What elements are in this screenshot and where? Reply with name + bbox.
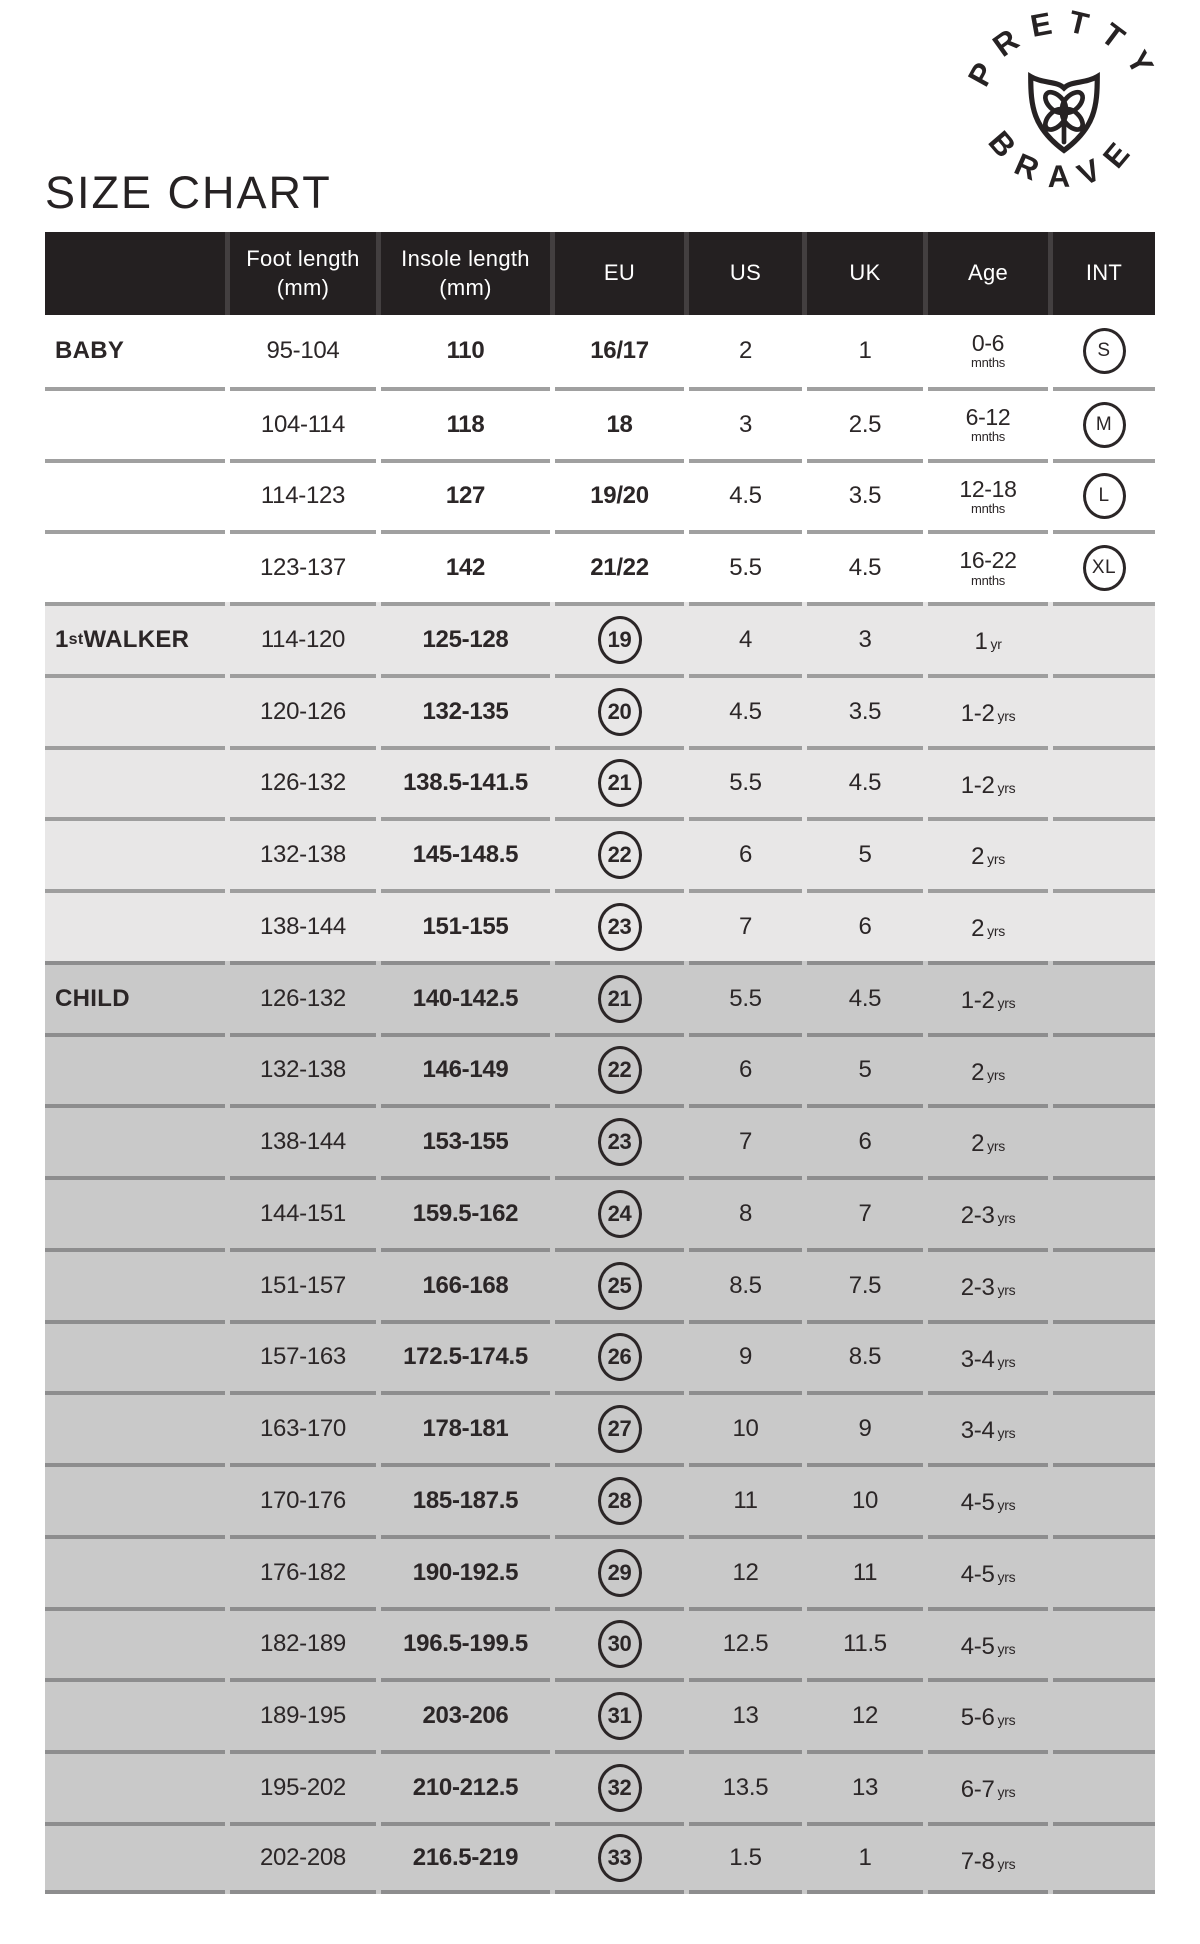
- category-cell: [45, 1176, 225, 1248]
- header-label: EU: [603, 260, 636, 286]
- category-cell: [45, 1391, 225, 1463]
- pretty-brave-logo: [960, 10, 1168, 218]
- table-row: [45, 1607, 1155, 1679]
- age-value: 1-2: [960, 699, 995, 727]
- foot-length-cell: 95-104: [266, 336, 340, 364]
- age-unit: yrs: [997, 1210, 1016, 1226]
- eu-size-value: 31: [598, 1692, 642, 1740]
- uk-size-cell: 7: [807, 1176, 923, 1248]
- eu-size-cell: [555, 1248, 684, 1320]
- age-cell: [928, 1320, 1048, 1392]
- category-cell: [45, 674, 225, 746]
- us-size-cell: 3: [689, 387, 802, 459]
- us-size-cell: 12.5: [689, 1607, 802, 1679]
- uk-size-cell: 10: [807, 1463, 923, 1535]
- header-label: INT: [1085, 260, 1123, 286]
- int-size-badge: M: [1083, 402, 1126, 448]
- age-unit: yrs: [997, 1855, 1016, 1872]
- age-cell: [928, 530, 1048, 602]
- eu-size-cell: [555, 602, 684, 674]
- age-value: 1: [974, 628, 988, 655]
- eu-size-value: 22: [598, 1046, 642, 1094]
- age-cell: [928, 1535, 1048, 1607]
- age-value: 2: [971, 1058, 985, 1086]
- eu-size-cell: [555, 1391, 684, 1463]
- int-size-badge: S: [1083, 328, 1126, 374]
- eu-size-value: 21: [598, 975, 642, 1023]
- age-cell: [928, 602, 1048, 674]
- eu-size-value: 26: [598, 1333, 642, 1381]
- eu-size-value: 28: [598, 1477, 642, 1525]
- eu-size-cell: [555, 674, 684, 746]
- insole-length-cell: 172.5-174.5: [381, 1320, 550, 1392]
- us-size-cell: 11: [689, 1463, 802, 1535]
- category-cell: [45, 387, 225, 459]
- eu-size-value: 22: [598, 831, 642, 879]
- insole-length-cell: 166-168: [381, 1248, 550, 1320]
- age-value: 5-6: [960, 1704, 995, 1732]
- foot-length-cell: 132-138: [230, 817, 376, 889]
- eu-size-value: 16/17: [590, 336, 649, 364]
- foot-length-cell: 126-132: [230, 746, 376, 818]
- category-cell: [45, 1750, 225, 1822]
- foot-length-cell: 182-189: [230, 1607, 376, 1679]
- us-size-cell: 6: [689, 817, 802, 889]
- uk-size-cell: 11.5: [807, 1607, 923, 1679]
- age-value: 1-2: [960, 986, 995, 1014]
- insole-length-cell: 132-135: [381, 674, 550, 746]
- insole-length-cell: 140-142.5: [381, 961, 550, 1033]
- int-size-cell: [1053, 1104, 1155, 1176]
- int-size-cell: [1053, 602, 1155, 674]
- header-label: Age: [967, 260, 1009, 286]
- eu-size-value: 21: [598, 759, 642, 807]
- insole-length-cell: 110: [446, 336, 485, 364]
- int-size-cell: [1053, 889, 1155, 961]
- header-label-unit: (mm): [439, 274, 492, 300]
- category-cell: [45, 459, 225, 531]
- age-value: 4-5: [960, 1560, 995, 1588]
- us-size-cell: 2: [738, 336, 753, 364]
- age-cell: [928, 1391, 1048, 1463]
- foot-length-cell: 176-182: [230, 1535, 376, 1607]
- logo-bottom-text: BRAVE: [981, 124, 1147, 195]
- age-cell: [928, 387, 1048, 459]
- age-unit: yrs: [997, 1281, 1016, 1298]
- category-cell: [45, 889, 225, 961]
- us-size-cell: 6: [689, 1033, 802, 1105]
- header-cell-category: [45, 232, 225, 315]
- eu-size-cell: [555, 1535, 684, 1607]
- int-size-badge: XL: [1083, 545, 1126, 591]
- uk-size-cell: 3.5: [807, 459, 923, 531]
- age-unit: yrs: [997, 1425, 1016, 1442]
- eu-size-cell: [555, 459, 684, 531]
- header-cell-insole-length: [381, 232, 550, 315]
- insole-length-cell: 125-128: [381, 602, 550, 674]
- eu-size-cell: [555, 746, 684, 818]
- category-cell: [45, 1248, 225, 1320]
- table-row: [45, 459, 1155, 531]
- table-header-row: [45, 232, 1155, 315]
- insole-length-cell: 145-148.5: [381, 817, 550, 889]
- table-row: [45, 961, 1155, 1033]
- us-size-cell: 5.5: [689, 961, 802, 1033]
- eu-size-cell: [555, 1320, 684, 1392]
- int-size-cell: [1053, 1391, 1155, 1463]
- foot-length-cell: 126-132: [230, 961, 376, 1033]
- int-size-cell: [1053, 817, 1155, 889]
- insole-length-cell: 142: [381, 530, 550, 602]
- foot-length-cell: 195-202: [230, 1750, 376, 1822]
- uk-size-cell: 9: [807, 1391, 923, 1463]
- us-size-cell: 9: [689, 1320, 802, 1392]
- age-unit: mnths: [971, 500, 1005, 516]
- us-size-cell: 4.5: [689, 459, 802, 531]
- uk-size-cell: 13: [807, 1750, 923, 1822]
- foot-length-cell: 120-126: [230, 674, 376, 746]
- insole-length-cell: 190-192.5: [381, 1535, 550, 1607]
- age-value: 2: [971, 915, 985, 942]
- uk-size-cell: 1: [858, 336, 872, 364]
- age-value: 12-18: [959, 475, 1017, 502]
- age-cell: [928, 674, 1048, 746]
- table-row: [45, 1535, 1155, 1607]
- insole-length-cell: 118: [381, 387, 550, 459]
- table-row: [45, 1822, 1155, 1894]
- insole-length-cell: 138.5-141.5: [381, 746, 550, 818]
- int-size-cell: [1053, 1033, 1155, 1105]
- eu-size-value: 27: [598, 1405, 642, 1453]
- int-size-cell: [1053, 1320, 1155, 1392]
- age-cell: [928, 889, 1048, 961]
- age-unit: yrs: [997, 1712, 1016, 1729]
- eu-size-cell: [555, 1678, 684, 1750]
- table-row: [45, 1248, 1155, 1320]
- int-size-cell: [1053, 530, 1155, 602]
- table-row: [45, 1750, 1155, 1822]
- category-cell: [45, 817, 225, 889]
- eu-size-value: 20: [598, 688, 642, 736]
- category-cell: [45, 1104, 225, 1176]
- age-unit: yr: [990, 636, 1002, 652]
- age-value: 2: [971, 843, 985, 871]
- header-cell-foot-length: [230, 232, 376, 315]
- age-unit: yrs: [987, 923, 1005, 939]
- uk-size-cell: 12: [807, 1678, 923, 1750]
- uk-size-cell: 11: [807, 1535, 923, 1607]
- foot-length-cell: 202-208: [230, 1822, 376, 1894]
- int-size-cell: [1053, 1750, 1155, 1822]
- age-cell: [928, 817, 1048, 889]
- int-size-cell: [1053, 1678, 1155, 1750]
- header-label-unit: (mm): [276, 274, 330, 300]
- int-size-cell: [1053, 387, 1155, 459]
- foot-length-cell: 151-157: [230, 1248, 376, 1320]
- age-cell: [928, 961, 1048, 1033]
- category-cell: [45, 1463, 225, 1535]
- int-size-cell: [1053, 315, 1155, 387]
- table-row: [45, 746, 1155, 818]
- eu-size-cell: [555, 315, 684, 387]
- uk-size-cell: 4.5: [807, 746, 923, 818]
- age-unit: yrs: [987, 1066, 1005, 1083]
- table-section: [45, 961, 1155, 1894]
- age-cell: [928, 746, 1048, 818]
- foot-length-cell: 114-120: [230, 602, 376, 674]
- table-section: [45, 602, 1155, 961]
- table-section: [45, 315, 1155, 602]
- foot-length-cell: 132-138: [230, 1033, 376, 1105]
- category-cell: [45, 746, 225, 818]
- header-cell-age: [928, 232, 1048, 315]
- age-unit: yrs: [997, 1568, 1016, 1585]
- eu-size-cell: [555, 387, 684, 459]
- eu-size-value: 19/20: [590, 482, 649, 510]
- category-cell: 1 st WALKER: [45, 602, 225, 674]
- age-unit: yrs: [987, 851, 1005, 868]
- table-row: [45, 1463, 1155, 1535]
- eu-size-cell: [555, 530, 684, 602]
- age-cell: [928, 1104, 1048, 1176]
- category-cell: CHILD: [45, 961, 225, 1033]
- eu-size-cell: [555, 1607, 684, 1679]
- category-cell: [45, 1320, 225, 1392]
- age-unit: mnths: [971, 572, 1005, 588]
- table-row: [45, 387, 1155, 459]
- age-cell: [928, 315, 1048, 387]
- header-cell-us: [689, 232, 802, 315]
- header-cell-int: [1053, 232, 1155, 315]
- age-cell: [928, 1607, 1048, 1679]
- insole-length-cell: 210-212.5: [381, 1750, 550, 1822]
- age-cell: [928, 459, 1048, 531]
- us-size-cell: 5.5: [689, 530, 802, 602]
- eu-size-value: 29: [598, 1549, 642, 1597]
- int-size-cell: [1053, 459, 1155, 531]
- foot-length-cell: 138-144: [230, 889, 376, 961]
- eu-size-cell: [555, 1750, 684, 1822]
- eu-size-cell: [555, 961, 684, 1033]
- eu-size-value: 30: [598, 1620, 642, 1668]
- uk-size-cell: 6: [807, 889, 923, 961]
- us-size-cell: 8: [689, 1176, 802, 1248]
- us-size-cell: 5.5: [689, 746, 802, 818]
- us-size-cell: 7: [689, 1104, 802, 1176]
- table-row: [45, 817, 1155, 889]
- age-value: 1-2: [960, 771, 995, 799]
- age-value: 2: [971, 1130, 985, 1158]
- table-body: [45, 315, 1155, 1894]
- us-size-cell: 12: [689, 1535, 802, 1607]
- age-value: 0-6: [971, 330, 1005, 357]
- eu-size-value: 24: [598, 1190, 642, 1238]
- header-label: Insole length: [401, 245, 530, 271]
- eu-size-value: 25: [598, 1262, 642, 1310]
- eu-size-value: 23: [598, 903, 642, 951]
- eu-size-value: 33: [598, 1834, 642, 1882]
- category-cell: [45, 1607, 225, 1679]
- uk-size-cell: 4.5: [807, 961, 923, 1033]
- table-row: [45, 1104, 1155, 1176]
- insole-length-cell: 159.5-162: [381, 1176, 550, 1248]
- age-unit: yrs: [997, 994, 1016, 1011]
- size-table: [45, 232, 1155, 1894]
- age-unit: yrs: [997, 1640, 1016, 1657]
- table-row: [45, 602, 1155, 674]
- us-size-cell: 7: [689, 889, 802, 961]
- insole-length-cell: 146-149: [381, 1033, 550, 1105]
- int-size-cell: [1053, 1463, 1155, 1535]
- header-cell-eu: [555, 232, 684, 315]
- eu-size-cell: [555, 817, 684, 889]
- category-cell: [45, 1033, 225, 1105]
- int-size-cell: [1053, 1607, 1155, 1679]
- header-cell-uk: [807, 232, 923, 315]
- age-value: 3-4: [960, 1417, 995, 1445]
- category-cell: [45, 530, 225, 602]
- int-size-cell: [1053, 1822, 1155, 1894]
- logo-top-text: PRETTY: [961, 10, 1167, 93]
- foot-length-cell: 144-151: [230, 1176, 376, 1248]
- age-unit: yrs: [997, 1353, 1016, 1370]
- table-row: [45, 1033, 1155, 1105]
- insole-length-cell: 153-155: [381, 1104, 550, 1176]
- age-cell: [928, 1248, 1048, 1320]
- uk-size-cell: 6: [807, 1104, 923, 1176]
- age-value: 6-7: [960, 1776, 995, 1803]
- logo-top-text-arc: [961, 10, 1167, 92]
- foot-length-cell: 157-163: [230, 1320, 376, 1392]
- age-unit: yrs: [997, 1784, 1016, 1800]
- insole-length-cell: 178-181: [381, 1391, 550, 1463]
- age-cell: [928, 1750, 1048, 1822]
- uk-size-cell: 7.5: [807, 1248, 923, 1320]
- age-unit: mnths: [971, 355, 1005, 371]
- table-row: [45, 889, 1155, 961]
- foot-length-cell: 114-123: [230, 459, 376, 531]
- age-value: 3-4: [960, 1345, 995, 1373]
- uk-size-cell: 5: [807, 1033, 923, 1105]
- header-label: UK: [849, 260, 881, 286]
- foot-length-cell: 163-170: [230, 1391, 376, 1463]
- us-size-cell: 8.5: [689, 1248, 802, 1320]
- us-size-cell: 10: [689, 1391, 802, 1463]
- int-size-cell: [1053, 1535, 1155, 1607]
- eu-size-cell: [555, 1104, 684, 1176]
- foot-length-cell: 123-137: [230, 530, 376, 602]
- table-row: [45, 1176, 1155, 1248]
- us-size-cell: 13: [689, 1678, 802, 1750]
- category-cell: [45, 1535, 225, 1607]
- age-unit: yrs: [997, 1497, 1016, 1513]
- age-cell: [928, 1822, 1048, 1894]
- insole-length-cell: 216.5-219: [381, 1822, 550, 1894]
- age-value: 2-3: [960, 1202, 995, 1229]
- uk-size-cell: 3.5: [807, 674, 923, 746]
- int-size-cell: [1053, 961, 1155, 1033]
- foot-length-cell: 170-176: [230, 1463, 376, 1535]
- uk-size-cell: 4.5: [807, 530, 923, 602]
- age-value: 4-5: [960, 1632, 995, 1660]
- age-cell: [928, 1033, 1048, 1105]
- foot-length-cell: 104-114: [230, 387, 376, 459]
- eu-size-cell: [555, 1822, 684, 1894]
- age-unit: yrs: [997, 779, 1016, 796]
- category-cell: BABY: [55, 336, 125, 364]
- us-size-cell: 1.5: [689, 1822, 802, 1894]
- eu-size-cell: [555, 889, 684, 961]
- eu-size-cell: [555, 1033, 684, 1105]
- age-cell: [928, 1176, 1048, 1248]
- eu-size-cell: [555, 1176, 684, 1248]
- uk-size-cell: 2.5: [807, 387, 923, 459]
- table-row: [45, 530, 1155, 602]
- int-size-cell: [1053, 746, 1155, 818]
- table-row: [45, 674, 1155, 746]
- age-unit: yrs: [987, 1138, 1005, 1155]
- header-label: US: [729, 260, 762, 286]
- header-label: Foot length: [246, 245, 360, 271]
- us-size-cell: 4.5: [689, 674, 802, 746]
- uk-size-cell: 8.5: [807, 1320, 923, 1392]
- age-value: 2-3: [960, 1273, 995, 1301]
- page-title: SIZE CHART: [45, 167, 332, 218]
- table-row: [45, 315, 1155, 387]
- eu-size-value: 32: [598, 1764, 642, 1812]
- us-size-cell: 4: [689, 602, 802, 674]
- eu-size-value: 23: [598, 1118, 642, 1166]
- foot-length-cell: 138-144: [230, 1104, 376, 1176]
- int-size-cell: [1053, 674, 1155, 746]
- age-cell: [928, 1678, 1048, 1750]
- category-cell: [45, 1822, 225, 1894]
- category-cell: [45, 1678, 225, 1750]
- age-value: 16-22: [959, 547, 1017, 574]
- insole-length-cell: 127: [381, 459, 550, 531]
- eu-size-cell: [555, 1463, 684, 1535]
- eu-size-value: 19: [598, 616, 642, 664]
- shield-clover-icon: [1031, 77, 1098, 151]
- age-cell: [928, 1463, 1048, 1535]
- int-size-badge: L: [1083, 473, 1126, 519]
- int-size-cell: [1053, 1248, 1155, 1320]
- insole-length-cell: 196.5-199.5: [381, 1607, 550, 1679]
- uk-size-cell: 1: [807, 1822, 923, 1894]
- age-unit: yrs: [997, 707, 1016, 724]
- table-row: [45, 1320, 1155, 1392]
- insole-length-cell: 151-155: [381, 889, 550, 961]
- age-value: 6-12: [965, 403, 1011, 430]
- foot-length-cell: 189-195: [230, 1678, 376, 1750]
- int-size-cell: [1053, 1176, 1155, 1248]
- age-value: 4-5: [960, 1489, 995, 1516]
- age-unit: mnths: [971, 429, 1005, 445]
- eu-size-value: 18: [606, 410, 633, 438]
- uk-size-cell: 3: [807, 602, 923, 674]
- table-row: [45, 1391, 1155, 1463]
- age-value: 7-8: [960, 1847, 995, 1875]
- eu-size-value: 21/22: [590, 554, 649, 582]
- insole-length-cell: 185-187.5: [381, 1463, 550, 1535]
- uk-size-cell: 5: [807, 817, 923, 889]
- us-size-cell: 13.5: [689, 1750, 802, 1822]
- table-row: [45, 1678, 1155, 1750]
- insole-length-cell: 203-206: [381, 1678, 550, 1750]
